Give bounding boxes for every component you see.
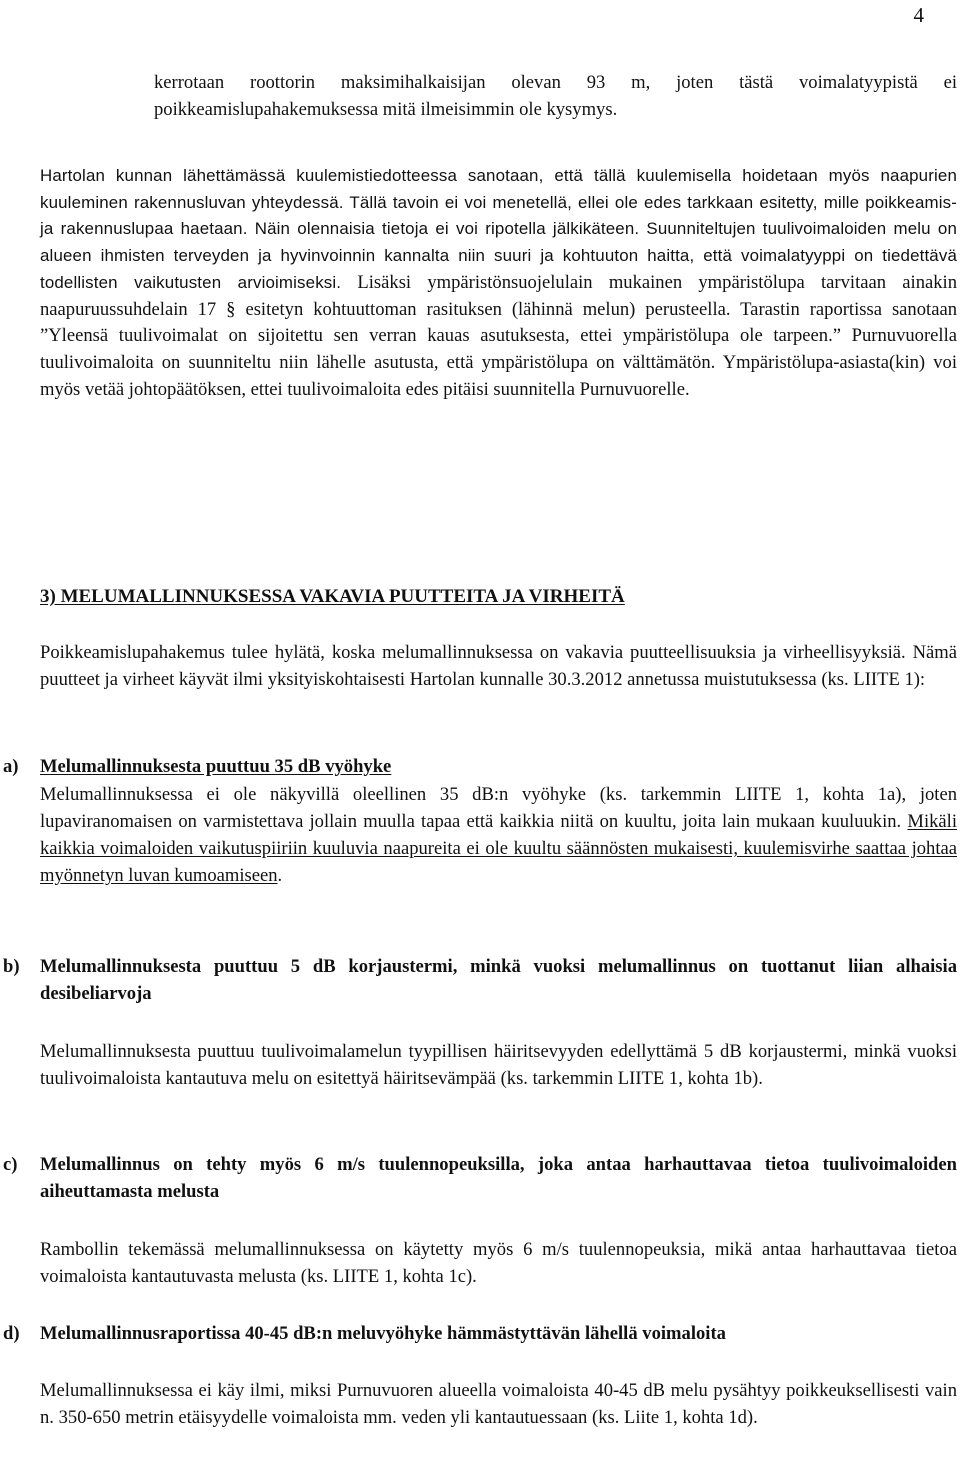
item-d-heading — [0, 1320, 957, 1347]
item-a-body-end: . — [277, 865, 283, 886]
hartola-paragraph — [40, 163, 957, 403]
hartola-paragraph-part1: Hartolan kunnan lähettämässä kuulemistiedotteessa sanotaan, että tällä kuulemisella hoidetaan myös naapurien kuuleminen rakennusluvan yhteydessä. Tällä tavoin ei voi menetellä, ellei ole edes tarkkaan esitetty, mille poikkeamis- ja rakennuslupaa haetaan. Näin olennaisia tietoja ei voi ripotella jälkikäteen. Suunniteltujen tuulivoimaloiden melu on alueen ihmisten terveyden ja hyvinvoinnin kannalta niin suuri ja kohtuuton haitta, että voimalatyyppi on tiedettävä todellisten vaikutusten arvioimiseksi. — [40, 166, 957, 292]
section-3-intro: Poikkeamislupahakemus tulee hylätä, koska melumallinnuksessa on vakavia puutteellisuuksia ja virheellisyyksiä. Nämä puutteet ja virheet käyvät ilmi yksityiskohtaisesti Hartolan kunnalle 30.3.2012 annetussa muistutuksessa (ks. LIITE 1): — [40, 642, 957, 690]
intro-paragraph: kerrotaan roottorin maksimihalkaisijan olevan 93 m, joten tästä voimalatyypistä ei poikkeamislupahakemuksessa mitä ilmeisimmin ole kysymys. — [154, 72, 957, 120]
item-a-body — [40, 781, 957, 889]
item-a-title: Melumallinnuksesta puuttuu 35 dB vyöhyke — [40, 756, 392, 777]
hartola-paragraph-part2: Lisäksi ympäristönsuojelulain mukainen ympäristölupa tarvitaan ainakin naapuruussuhdelain 17 § esitetyn kohtuuttoman rasituksen (lähinnä melun) perusteella. Tarastin raportissa sanotaan ”Yleensä tuulivoimalat on sijoitettu sen verran kauas asutuksesta, ettei ympäristölupa ole tarpeen.” Purnuvuorella tuulivoimaloita on suunniteltu niin lähelle asutusta, että ympäristölupa on välttämätön. Ympäristölupa-asiasta(kin) voi myös vetää johtopäätöksen, ettei tuulivoimaloita edes pitäisi suunnitella Purnuvuorelle. — [40, 271, 958, 400]
item-b-body: Melumallinnuksesta puuttuu tuulivoimalamelun tyypillisen häiritsevyyden edellyttämä 5 dB korjaustermi, minkä vuoksi tuulivoimaloista kantautuva melu on esitettyä häiritsevämpää (ks. tarkemmin LIITE 1, kohta 1b). — [40, 1041, 957, 1089]
page-number: 4 — [913, 3, 924, 27]
item-b-heading — [0, 953, 957, 1007]
item-d-title: Melumallinnusraportissa 40-45 dB:n meluvyöhyke hämmästyttävän lähellä voimaloita — [40, 1323, 726, 1344]
item-a-heading — [0, 753, 957, 780]
item-c-title: Melumallinnus on tehty myös 6 m/s tuulennopeuksilla, joka antaa harhauttavaa tietoa tuulivoimaloiden aiheuttamasta melusta — [40, 1154, 957, 1202]
item-d-body: Melumallinnuksessa ei käy ilmi, miksi Purnuvuoren alueella voimaloista 40-45 dB melu pysähtyy poikkeuksellisesti vain n. 350-650 metrin etäisyydelle voimaloista mm. veden yli kantautuessaan (ks. Liite 1, kohta 1d). — [40, 1380, 957, 1428]
item-c-heading — [0, 1151, 957, 1205]
item-a-body-underlined: Mikäli kaikkia voimaloiden vaikutuspiiriin kuuluvia naapureita ei ole kuultu säännösten mukaisesti, kuulemisvirhe saattaa johtaa myönnetyn luvan kumoamiseen — [40, 811, 957, 886]
item-b-marker: b) — [3, 956, 20, 977]
item-c-body: Rambollin tekemässä melumallinnuksessa on käytetty myös 6 m/s tuulennopeuksia, mikä antaa harhauttavaa tietoa voimaloista kantautuvasta melusta (ks. LIITE 1, kohta 1c). — [40, 1239, 957, 1287]
item-c-marker: c) — [3, 1154, 18, 1175]
item-a-marker: a) — [3, 756, 19, 777]
item-b-title: Melumallinnuksesta puuttuu 5 dB korjaustermi, minkä vuoksi melumallinnus on tuottanut liian alhaisia desibeliarvoja — [40, 956, 957, 1004]
item-a-body-text: Melumallinnuksessa ei ole näkyvillä oleellinen 35 dB:n vyöhyke (ks. tarkemmin LIITE 1, kohta 1a), joten lupaviranomaisen on varmistettava jollain muulla tapaa että kaikkia niitä on kuultu, joita lain mukaan kuuluukin. — [40, 784, 957, 832]
section-3-heading: 3) MELUMALLINNUKSESSA VAKAVIA PUUTTEITA JA VIRHEITÄ — [40, 586, 625, 607]
item-d-marker: d) — [3, 1323, 20, 1344]
